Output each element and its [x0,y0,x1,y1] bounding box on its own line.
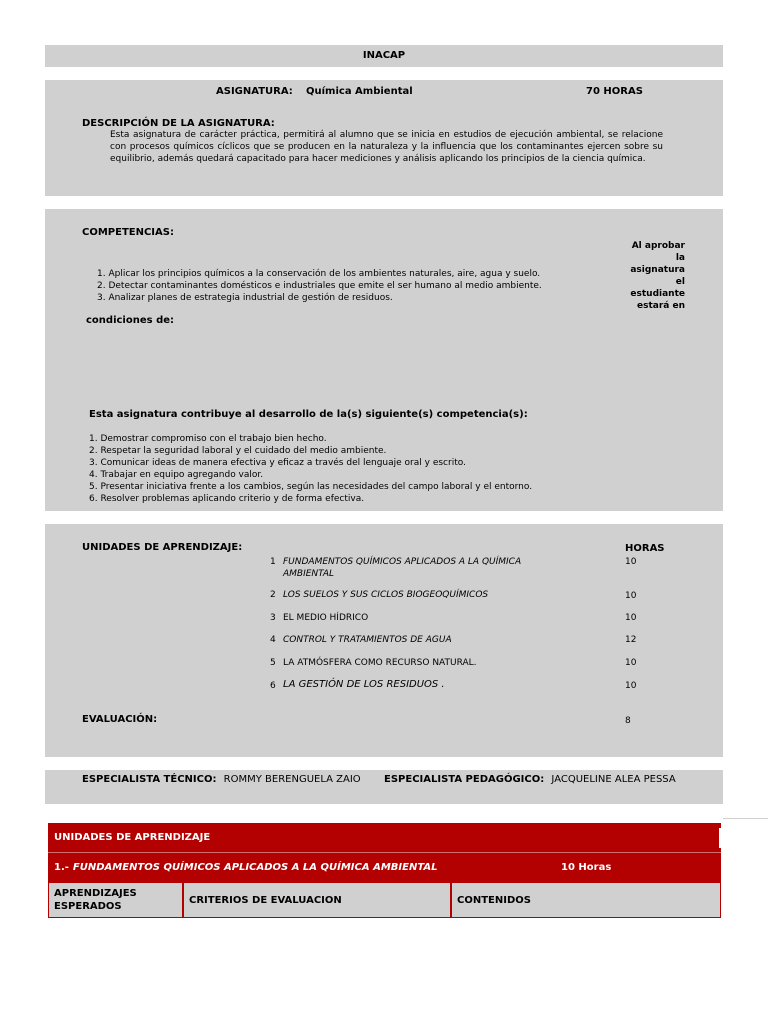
tecnico-name: ROMMY BERENGUELA ZAIO [223,774,361,785]
competencia-item: 2. Detectar contaminantes domésticos e industriales que emite el ser humano al medio ambiente. [97,281,542,291]
unit-hours: 10 [625,557,637,567]
description-text: Esta asignatura de carácter práctica, permitirá al alumno que se inicia en estudios de ejecución ambiental, se relacione con procesos químicos cíclicos que se producen en la naturaleza y la influencia que los contaminantes ejercen sobre su equilibrio, además quedará capacitado para hacer mediciones y análisis aplicando los principios de la ciencia química. [110,130,663,164]
contribution-item: 3. Comunicar ideas de manera efectiva y eficaz a través del lenguaje oral y escrito. [89,458,466,468]
header-bar [45,45,723,67]
competencias-title: COMPETENCIAS: [82,227,174,238]
side-text-line: Al aprobar [631,241,685,251]
contribution-title: Esta asignatura contribuye al desarrollo de la(s) siguiente(s) competencia(s): [89,409,528,420]
table-unit-row [48,853,721,882]
column-aprendizajes [48,882,183,918]
unit-name: LOS SUELOS Y SUS CICLOS BIOGEOQUÍMICOS [283,590,489,600]
side-text-line: estará en [637,301,685,311]
competencias-side-text [617,240,685,312]
unit-name: LA ATMÓSFERA COMO RECURSO NATURAL. [283,658,477,668]
unit-number: 1 [270,557,276,567]
contribution-item: 2. Respetar la seguridad laboral y el cuidado del medio ambiente. [89,446,387,456]
unit-hours: 10 [625,613,637,623]
specialist-tecnico [82,774,372,786]
column-label: CRITERIOS DE EVALUACION [189,894,342,906]
unit-hours: 10 [625,591,637,601]
side-text-line: la [675,253,685,263]
evaluation-hours: 8 [625,716,631,726]
unidades-title: UNIDADES DE APRENDIZAJE: [82,542,243,553]
unit-number: 4 [270,635,276,645]
column-label: APRENDIZAJES ESPERADOS [54,888,137,912]
table-unit-prefix: 1.- [54,862,69,873]
contribution-item: 4. Trabajar en equipo agregando valor. [89,470,264,480]
table-columns-header [48,882,721,918]
table-title-row [48,823,721,853]
side-text-line: estudiante [630,289,685,299]
evaluation-label: EVALUACIÓN: [82,714,158,725]
unit-hours: 12 [625,635,637,645]
contribution-list [89,433,532,505]
column-contenidos [451,882,721,918]
contribution-item: 1. Demostrar compromiso con el trabajo bien hecho. [89,434,327,444]
subject-panel [45,80,723,196]
side-text-line: el [675,277,685,287]
competencias-list [97,268,542,304]
table-unit-name: FUNDAMENTOS QUÍMICOS APLICADOS A LA QUÍMICA AMBIENTAL [72,862,438,873]
table-unit-hours: 10 Horas [561,862,612,873]
table-right-mark [719,828,721,848]
conditions-label: condiciones de: [86,315,175,326]
unit-table-header [48,823,721,882]
unit-number: 6 [270,681,276,691]
side-text-line: asignatura [630,265,685,275]
subject-name: Química Ambiental [306,86,413,97]
description-title: DESCRIPCIÓN DE LA ASIGNATURA: [82,118,275,129]
competencias-panel [45,209,723,511]
hours-header: HORAS [625,543,665,554]
competencia-item: 3. Analizar planes de estrategia industrial de gestión de residuos. [97,293,393,303]
unit-hours: 10 [625,658,637,668]
unit-name: FUNDAMENTOS QUÍMICOS APLICADOS A LA QUÍMICA AMBIENTAL [283,557,522,579]
institution-title: INACAP [362,50,406,61]
unit-name: LA GESTIÓN DE LOS RESIDUOS . [283,679,445,690]
specialist-pedagogico [384,774,684,786]
unit-number: 5 [270,658,276,668]
pedagogico-label: ESPECIALISTA PEDAGÓGICO: [384,774,545,785]
column-criterios [183,882,451,918]
pedagogico-name: JACQUELINE ALEA PESSA [551,774,676,785]
subject-hours: 70 HORAS [586,86,643,97]
tecnico-label: ESPECIALISTA TÉCNICO: [82,774,217,785]
unit-name: CONTROL Y TRATAMIENTOS DE AGUA [283,635,452,645]
contribution-item: 5. Presentar iniciativa frente a los cambios, según las necesidades del campo laboral y el entorno. [89,482,533,492]
divider-line [723,818,768,819]
column-label: CONTENIDOS [457,894,531,906]
unit-number: 3 [270,613,276,623]
unit-name: EL MEDIO HÍDRICO [283,613,369,623]
especialistas-panel [45,770,723,804]
competencia-item: 1. Aplicar los principios químicos a la conservación de los ambientes naturales, aire, agua y suelo. [97,269,541,279]
contribution-item: 6. Resolver problemas aplicando criterio y de forma efectiva. [89,494,365,504]
table-title: UNIDADES DE APRENDIZAJE [54,832,211,843]
subject-label: ASIGNATURA: [216,86,293,97]
unit-number: 2 [270,590,276,600]
unit-hours: 10 [625,681,637,691]
unidades-panel [45,524,723,757]
